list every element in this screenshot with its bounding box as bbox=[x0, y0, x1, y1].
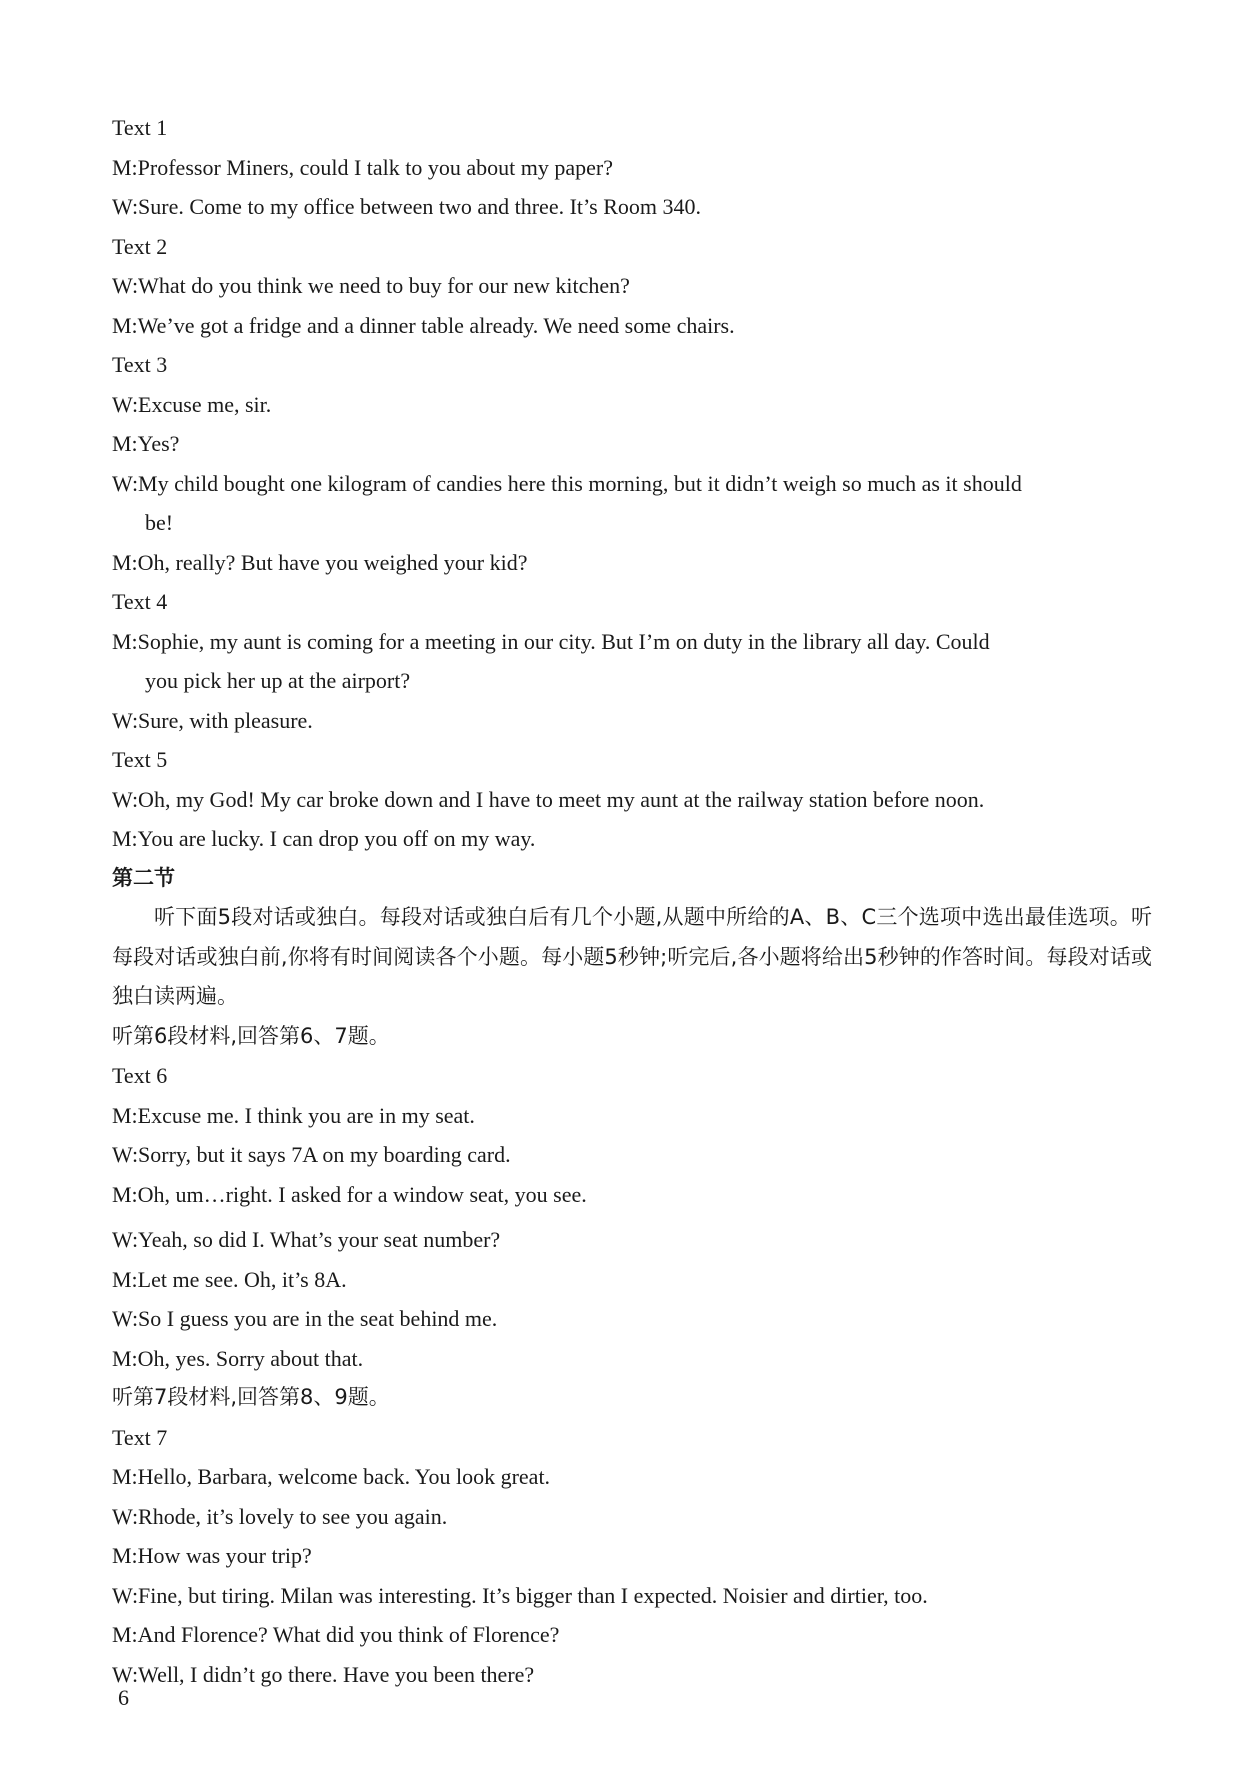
dialogue-line: M:And Florence? What did you think of Florence? bbox=[112, 1622, 560, 1647]
dialogue-line: W:Oh, my God! My car broke down and I have to meet my aunt at the railway station before noon. bbox=[112, 786, 985, 812]
text-heading: Text 5 bbox=[112, 747, 168, 772]
section-instructions: 听下面5段对话或独白。每段对话或独白后有几个小题,从题中所给的A、B、C三个选项中选出最佳选项。听每段对话或独白前,你将有时间阅读各个小题。每小题5秒钟;听完后,各小题将给出5秒钟的作答时间。每段对话或独白读两遍。 bbox=[112, 905, 1152, 1008]
dialogue-line: W:So I guess you are in the seat behind me. bbox=[112, 1306, 498, 1331]
dialogue-line: M:How was your trip? bbox=[112, 1543, 312, 1568]
text-heading: Text 7 bbox=[112, 1424, 168, 1450]
dialogue-line: W:My child bought one kilogram of candies here this morning, but it didn’t weigh so much as it should bbox=[112, 470, 1022, 496]
dialogue-line: W:Sorry, but it says 7A on my boarding card. bbox=[112, 1142, 511, 1167]
dialogue-line: M:Professor Miners, could I talk to you about my paper? bbox=[112, 154, 614, 180]
text-heading: Text 4 bbox=[112, 589, 168, 614]
dialogue-line: M:You are lucky. I can drop you off on my way. bbox=[112, 826, 536, 851]
dialogue-line-continuation: be! bbox=[145, 510, 174, 535]
dialogue-line: M:Sophie, my aunt is coming for a meeting in our city. But I’m on duty in the library all day. Could bbox=[112, 628, 990, 654]
dialogue-line: W:Fine, but tiring. Milan was interesting. It’s bigger than I expected. Noisier and dirtier, too. bbox=[112, 1582, 928, 1608]
dialogue-line: M:Oh, um…right. I asked for a window seat, you see. bbox=[112, 1181, 587, 1207]
dialogue-line: M:We’ve got a fridge and a dinner table already. We need some chairs. bbox=[112, 312, 735, 338]
dialogue-line: M:Let me see. Oh, it’s 8A. bbox=[112, 1266, 347, 1292]
page-number: 6 bbox=[118, 1685, 129, 1710]
section-heading: 第二节 bbox=[112, 865, 175, 890]
dialogue-line: W:Well, I didn’t go there. Have you been there? bbox=[112, 1661, 535, 1687]
dialogue-line: W:What do you think we need to buy for our new kitchen? bbox=[112, 273, 630, 298]
text-heading: Text 6 bbox=[112, 1063, 168, 1088]
dialogue-line-continuation: you pick her up at the airport? bbox=[145, 668, 411, 693]
text-heading: Text 2 bbox=[112, 233, 168, 259]
dialogue-line: W:Sure, with pleasure. bbox=[112, 707, 313, 733]
dialogue-line: W:Excuse me, sir. bbox=[112, 391, 272, 417]
dialogue-line: W:Sure. Come to my office between two and three. It’s Room 340. bbox=[112, 194, 701, 219]
dialogue-line: W:Yeah, so did I. What’s your seat number? bbox=[112, 1227, 501, 1252]
material-instruction: 听第6段材料,回答第6、7题。 bbox=[112, 1023, 390, 1048]
dialogue-line: W:Rhode, it’s lovely to see you again. bbox=[112, 1503, 448, 1529]
dialogue-line: M:Oh, really? But have you weighed your kid? bbox=[112, 549, 528, 575]
dialogue-line: M:Yes? bbox=[112, 431, 180, 456]
page-content bbox=[112, 108, 1152, 1694]
material-instruction: 听第7段材料,回答第8、9题。 bbox=[112, 1385, 390, 1409]
text-heading: Text 3 bbox=[112, 352, 168, 377]
dialogue-line: M:Oh, yes. Sorry about that. bbox=[112, 1345, 364, 1371]
dialogue-line: M:Excuse me. I think you are in my seat. bbox=[112, 1102, 475, 1128]
text-heading: Text 1 bbox=[112, 115, 168, 140]
dialogue-line: M:Hello, Barbara, welcome back. You look great. bbox=[112, 1464, 551, 1489]
